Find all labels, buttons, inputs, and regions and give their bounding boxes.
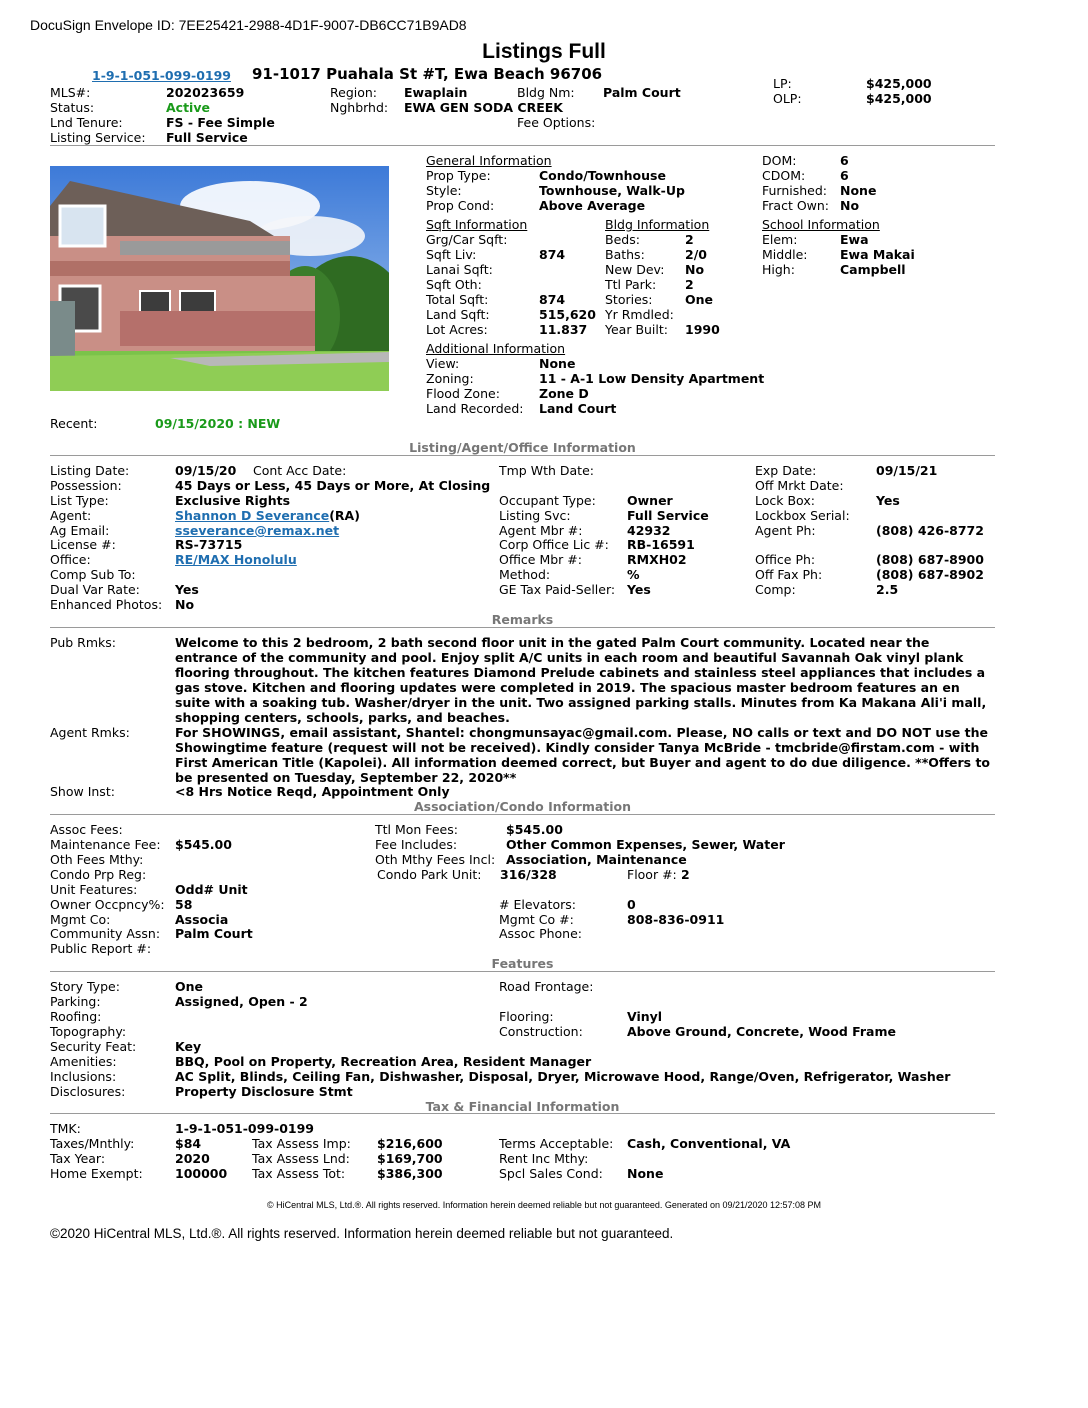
pub-rmks-text: Welcome to this 2 bedroom, 2 bath second floor unit in the gated Palm Court community. Located near the entrance of the community and pool. Enjoy split A/C units in each room and beautiful Savannah Oak vinyl plank flooring throughout. The kitchen features Diamond Prelude cabinets and stainless steel appliances that includes a gas stove. Kitchen and flooring updates were completed in 2019. The spacious master bedroom features an en suite with a soaking tub. Washer/dryer in the unit. Two assigned parking stalls. Minutes from Ka Makana Ali'i mall, shopping centers, schools, parks, and beaches. — [175, 635, 987, 725]
property-address: 91-1017 Puahala St #T, Ewa Beach 96706 — [252, 65, 603, 83]
recent-value: 09/15/2020 : NEW — [155, 416, 281, 431]
region-value: Ewaplain — [404, 85, 468, 100]
elevators-value: 0 — [627, 897, 636, 912]
disclosures-value: Property Disclosure Stmt — [175, 1084, 353, 1099]
dom-value: 6 — [840, 153, 849, 168]
nghbrhd-value: EWA GEN SODA CREEK — [404, 100, 563, 115]
lot-acres-label: Lot Acres: — [426, 322, 488, 337]
occupant-type-label: Occupant Type: — [499, 493, 596, 508]
owner-occupancy-label: Owner Occpncy%: — [50, 897, 165, 912]
construction-label: Construction: — [499, 1024, 583, 1039]
taxes-mnthly-value: $84 — [175, 1136, 202, 1151]
agent-field — [175, 508, 360, 523]
ttl-park-value: 2 — [685, 277, 694, 292]
view-value: None — [539, 356, 576, 371]
rent-inc-mthy-label: Rent Inc Mthy: — [499, 1151, 589, 1166]
ttl-mon-fees-value: $545.00 — [506, 822, 563, 837]
disclosures-label: Disclosures: — [50, 1084, 126, 1099]
comp-value: 2.5 — [876, 582, 899, 597]
zoning-value: 11 - A-1 Low Density Apartment — [539, 371, 765, 386]
nghbrhd-label: Nghbrhd: — [330, 100, 389, 115]
recent-label: Recent: — [50, 416, 98, 431]
mls-label: MLS#: — [50, 85, 91, 100]
home-exempt-label: Home Exempt: — [50, 1166, 143, 1181]
yr-rmdled-label: Yr Rmdled: — [605, 307, 674, 322]
oth-mthy-fees-incl-label: Oth Mthy Fees Incl: — [375, 852, 496, 867]
land-sqft-label: Land Sqft: — [426, 307, 490, 322]
terms-acceptable-label: Terms Acceptable: — [499, 1136, 614, 1151]
region-label: Region: — [330, 85, 378, 100]
land-recorded-label: Land Recorded: — [426, 401, 524, 416]
tax-assess-imp-value: $216,600 — [377, 1136, 443, 1151]
property-photo[interactable] — [50, 166, 389, 391]
lock-box-label: Lock Box: — [755, 493, 815, 508]
furnished-value: None — [840, 183, 877, 198]
lanai-sqft-label: Lanai Sqft: — [426, 262, 493, 277]
topography-label: Topography: — [50, 1024, 127, 1039]
tmp-wth-date-label: Tmp Wth Date: — [499, 463, 594, 478]
sqft-liv-label: Sqft Liv: — [426, 247, 477, 262]
list-type-label: List Type: — [50, 493, 109, 508]
story-type-value: One — [175, 979, 204, 994]
unit-features-label: Unit Features: — [50, 882, 138, 897]
office-mbr-value: RMXH02 — [627, 552, 687, 567]
possession-label: Possession: — [50, 478, 122, 493]
pub-rmks-label: Pub Rmks: — [50, 635, 116, 650]
corp-office-lic-label: Corp Office Lic #: — [499, 537, 609, 552]
occupant-type-value: Owner — [627, 493, 673, 508]
comp-sub-label: Comp Sub To: — [50, 567, 136, 582]
total-sqft-label: Total Sqft: — [426, 292, 489, 307]
furnished-label: Furnished: — [762, 183, 828, 198]
amenities-label: Amenities: — [50, 1054, 117, 1069]
tenure-value: FS - Fee Simple — [166, 115, 275, 130]
tenure-label: Lnd Tenure: — [50, 115, 123, 130]
tmk-label: TMK: — [50, 1121, 81, 1136]
amenities-value: BBQ, Pool on Property, Recreation Area, Resident Manager — [175, 1054, 592, 1069]
construction-value: Above Ground, Concrete, Wood Frame — [627, 1024, 896, 1039]
condo-park-unit-label: Condo Park Unit: — [377, 867, 482, 882]
view-label: View: — [426, 356, 460, 371]
office-ph-value: (808) 687-8900 — [876, 552, 984, 567]
new-dev-value: No — [685, 262, 705, 277]
agent-rmks-text: For SHOWINGS, email assistant, Shantel: chongmunsayac@gmail.com. Please, NO calls or text and DO NOT use the Showingtime feature (request will not be received). Kindly consider Tanya McBride - tmcbride@firstam.com - with First American Title (Kapolei). All information deemed correct, but Buyer and agent to do due diligence. **Offers to be presented on Tuesday, September 22, 2020** — [175, 725, 991, 785]
agent-mbr-label: Agent Mbr #: — [499, 523, 583, 538]
bldg-info-heading: Bldg Information — [605, 217, 710, 232]
elem-label: Elem: — [762, 232, 798, 247]
page-title: Listings Full — [482, 40, 606, 63]
office-link[interactable]: RE/MAX Honolulu — [175, 552, 297, 567]
additional-info-heading: Additional Information — [426, 341, 566, 356]
tax-assess-lnd-label: Tax Assess Lnd: — [252, 1151, 350, 1166]
generated-notice: © HiCentral MLS, Ltd.®. All rights reserved. Information herein deemed reliable but not guaranteed. Generated on 09/21/2020 12:57:08 PM — [266, 1200, 822, 1210]
dual-var-rate-label: Dual Var Rate: — [50, 582, 140, 597]
maintenance-fee-value: $545.00 — [175, 837, 232, 852]
school-info-heading: School Information — [762, 217, 880, 232]
year-built-value: 1990 — [685, 322, 720, 337]
lockbox-serial-label: Lockbox Serial: — [755, 508, 850, 523]
listing-service-value: Full Service — [166, 130, 248, 145]
parking-label: Parking: — [50, 994, 101, 1009]
year-built-label: Year Built: — [605, 322, 668, 337]
show-inst-label: Show Inst: — [50, 784, 115, 799]
office-ph-label: Office Ph: — [755, 552, 816, 567]
inclusions-label: Inclusions: — [50, 1069, 117, 1084]
mgmt-co-value: Associa — [175, 912, 229, 927]
sqft-oth-label: Sqft Oth: — [426, 277, 482, 292]
status-value: Active — [166, 100, 210, 115]
bldg-label: Bldg Nm: — [517, 85, 575, 100]
comp-label: Comp: — [755, 582, 796, 597]
cdom-value: 6 — [840, 168, 849, 183]
floor-value: 2 — [681, 867, 690, 882]
grg-sqft-label: Grg/Car Sqft: — [426, 232, 508, 247]
lot-acres-value: 11.837 — [539, 322, 588, 337]
stories-value: One — [685, 292, 714, 307]
agent-label: Agent: — [50, 508, 92, 523]
flood-zone-label: Flood Zone: — [426, 386, 500, 401]
style-value: Townhouse, Walk-Up — [539, 183, 685, 198]
oth-fees-mthy-label: Oth Fees Mthy: — [50, 852, 144, 867]
tax-financial-heading: Tax & Financial Information — [425, 1099, 620, 1114]
flood-zone-value: Zone D — [539, 386, 589, 401]
agent-mbr-value: 42932 — [627, 523, 671, 538]
condo-park-unit-value: 316/328 — [500, 867, 557, 882]
enhanced-photos-value: No — [175, 597, 195, 612]
corp-office-lic-value: RB-16591 — [627, 537, 695, 552]
dom-label: DOM: — [762, 153, 797, 168]
cdom-label: CDOM: — [762, 168, 806, 183]
high-label: High: — [762, 262, 795, 277]
listing-agent-office-heading: Listing/Agent/Office Information — [409, 440, 636, 455]
assoc-fees-label: Assoc Fees: — [50, 822, 123, 837]
condo-prp-reg-label: Condo Prp Reg: — [50, 867, 147, 882]
middle-label: Middle: — [762, 247, 808, 262]
story-type-label: Story Type: — [50, 979, 120, 994]
community-assn-value: Palm Court — [175, 926, 253, 941]
total-sqft-value: 874 — [539, 292, 566, 307]
exp-date-value: 09/15/21 — [876, 463, 938, 478]
license-label: License #: — [50, 537, 116, 552]
land-recorded-value: Land Court — [539, 401, 617, 416]
tax-assess-tot-value: $386,300 — [377, 1166, 443, 1181]
sqft-liv-value: 874 — [539, 247, 566, 262]
features-heading: Features — [491, 956, 554, 971]
ttl-park-label: Ttl Park: — [605, 277, 657, 292]
dual-var-rate-value: Yes — [175, 582, 199, 597]
spcl-sales-cond-label: Spcl Sales Cond: — [499, 1166, 603, 1181]
enhanced-photos-label: Enhanced Photos: — [50, 597, 163, 612]
cont-acc-date-label: Cont Acc Date: — [253, 463, 347, 478]
roofing-label: Roofing: — [50, 1009, 102, 1024]
style-label: Style: — [426, 183, 462, 198]
elem-value: Ewa — [840, 232, 869, 247]
fract-own-value: No — [840, 198, 860, 213]
mgmt-co-no-value: 808-836-0911 — [627, 912, 725, 927]
unit-features-value: Odd# Unit — [175, 882, 248, 897]
bldg-value: Palm Court — [603, 85, 681, 100]
prop-cond-value: Above Average — [539, 198, 646, 213]
assoc-phone-label: Assoc Phone: — [499, 926, 583, 941]
lock-box-value: Yes — [876, 493, 900, 508]
inclusions-value: AC Split, Blinds, Ceiling Fan, Dishwasher, Disposal, Dryer, Microwave Hood, Range/Oven, Refrigerator, Washer — [175, 1069, 951, 1084]
tax-assess-tot-label: Tax Assess Tot: — [252, 1166, 346, 1181]
ge-tax-value: Yes — [627, 582, 651, 597]
listing-date-label: Listing Date: — [50, 463, 130, 478]
remarks-heading: Remarks — [491, 612, 554, 627]
docusign-envelope-id: DocuSign Envelope ID: 7EE25421-2988-4D1F-9007-DB6CC71B9AD8 — [30, 17, 467, 33]
possession-value: 45 Days or Less, 45 Days or More, At Closing — [175, 478, 491, 493]
stories-label: Stories: — [605, 292, 653, 307]
olp-label: OLP: — [773, 91, 802, 106]
tmk-value: 1-9-1-051-099-0199 — [175, 1121, 315, 1136]
olp-value: $425,000 — [866, 91, 932, 106]
mgmt-co-label: Mgmt Co: — [50, 912, 111, 927]
show-inst-value: <8 Hrs Notice Reqd, Appointment Only — [175, 784, 450, 799]
listing-date-value: 09/15/20 — [175, 463, 237, 478]
beds-label: Beds: — [605, 232, 640, 247]
agent-ph-label: Agent Ph: — [755, 523, 816, 538]
ttl-mon-fees-label: Ttl Mon Fees: — [375, 822, 458, 837]
oth-mthy-fees-incl-value: Association, Maintenance — [506, 852, 687, 867]
prop-type-label: Prop Type: — [426, 168, 491, 183]
security-feat-value: Key — [175, 1039, 202, 1054]
home-exempt-value: 100000 — [175, 1166, 228, 1181]
prop-cond-label: Prop Cond: — [426, 198, 495, 213]
ge-tax-label: GE Tax Paid-Seller: — [499, 582, 616, 597]
method-value: % — [627, 567, 640, 582]
land-sqft-value: 515,620 — [539, 307, 596, 322]
exp-date-label: Exp Date: — [755, 463, 817, 478]
middle-value: Ewa Makai — [840, 247, 915, 262]
listing-service-label: Listing Service: — [50, 130, 146, 145]
fee-includes-label: Fee Includes: — [375, 837, 458, 852]
lp-label: LP: — [773, 76, 792, 91]
license-value: RS-73715 — [175, 537, 243, 552]
agent-name-link[interactable]: Shannon D Severance — [175, 508, 330, 523]
tax-assess-lnd-value: $169,700 — [377, 1151, 443, 1166]
off-fax-label: Off Fax Ph: — [755, 567, 823, 582]
listing-svc-value: Full Service — [627, 508, 709, 523]
flooring-value: Vinyl — [627, 1009, 663, 1024]
agent-role: (RA) — [329, 508, 360, 523]
spcl-sales-cond-value: None — [627, 1166, 664, 1181]
community-assn-label: Community Assn: — [50, 926, 161, 941]
beds-value: 2 — [685, 232, 694, 247]
tmk-link[interactable]: 1-9-1-051-099-0199 — [92, 68, 232, 83]
owner-occupancy-value: 58 — [175, 897, 193, 912]
sqft-info-heading: Sqft Information — [426, 217, 528, 232]
association-heading: Association/Condo Information — [413, 799, 632, 814]
agent-email-label: Ag Email: — [50, 523, 110, 538]
office-label: Office: — [50, 552, 91, 567]
public-report-label: Public Report #: — [50, 941, 152, 956]
agent-rmks-label: Agent Rmks: — [50, 725, 130, 740]
maintenance-fee-label: Maintenance Fee: — [50, 837, 161, 852]
fee-options-label: Fee Options: — [517, 115, 596, 130]
flooring-label: Flooring: — [499, 1009, 554, 1024]
taxes-mnthly-label: Taxes/Mnthly: — [50, 1136, 135, 1151]
tax-year-label: Tax Year: — [50, 1151, 106, 1166]
prop-type-value: Condo/Townhouse — [539, 168, 666, 183]
road-frontage-label: Road Frontage: — [499, 979, 594, 994]
floor-label: Floor #: — [627, 867, 677, 882]
new-dev-label: New Dev: — [605, 262, 665, 277]
fee-includes-value: Other Common Expenses, Sewer, Water — [506, 837, 785, 852]
terms-acceptable-value: Cash, Conventional, VA — [627, 1136, 791, 1151]
copyright-footer: ©2020 HiCentral MLS, Ltd.®. All rights reserved. Information herein deemed reliable but not guaranteed. — [50, 1226, 674, 1241]
parking-value: Assigned, Open - 2 — [175, 994, 308, 1009]
tax-year-value: 2020 — [175, 1151, 210, 1166]
method-label: Method: — [499, 567, 551, 582]
zoning-label: Zoning: — [426, 371, 474, 386]
mgmt-co-no-label: Mgmt Co #: — [499, 912, 574, 927]
tax-assess-imp-label: Tax Assess Imp: — [252, 1136, 351, 1151]
mls-value: 202023659 — [166, 85, 245, 100]
off-fax-value: (808) 687-8902 — [876, 567, 984, 582]
elevators-label: # Elevators: — [499, 897, 576, 912]
status-label: Status: — [50, 100, 95, 115]
baths-value: 2/0 — [685, 247, 707, 262]
agent-ph-value: (808) 426-8772 — [876, 523, 984, 538]
agent-email-link[interactable]: sseverance@remax.net — [175, 523, 340, 538]
baths-label: Baths: — [605, 247, 645, 262]
security-feat-label: Security Feat: — [50, 1039, 137, 1054]
office-mbr-label: Office Mbr #: — [499, 552, 582, 567]
list-type-value: Exclusive Rights — [175, 493, 291, 508]
listing-svc-label: Listing Svc: — [499, 508, 571, 523]
lp-value: $425,000 — [866, 76, 932, 91]
off-mrkt-date-label: Off Mrkt Date: — [755, 478, 844, 493]
fract-own-label: Fract Own: — [762, 198, 830, 213]
high-value: Campbell — [840, 262, 906, 277]
general-info-heading: General Information — [426, 153, 552, 168]
